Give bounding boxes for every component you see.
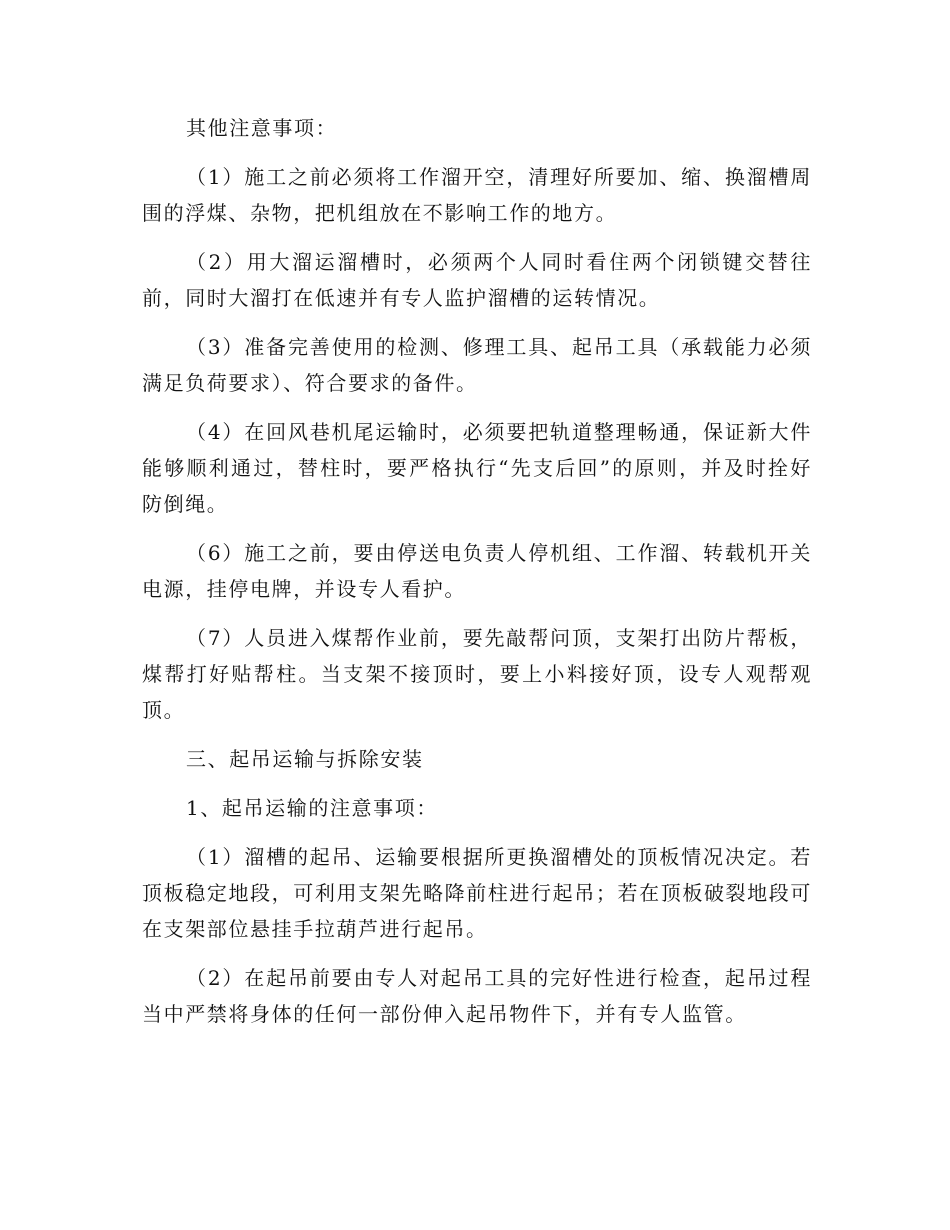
- section-heading-other-notes: 其他注意事项：: [186, 116, 338, 140]
- paragraph-lifting-item-2: （2）在起吊前要由专人对起吊工具的完好性进行检查，起吊过程当中严禁将身体的任何一部份伸入起吊物件下，并有专人监管。: [142, 966, 812, 1026]
- paragraph-item-2: （2）用大溜运溜槽时，必须两个人同时看住两个闭锁键交替往前，同时大溜打在低速并有专人监护溜槽的运转情况。: [142, 250, 812, 310]
- paragraph-item-1: （1）施工之前必须将工作溜开空，清理好所要加、缩、换溜槽周围的浮煤、杂物，把机组放在不影响工作的地方。: [142, 165, 812, 225]
- section-heading-lifting-transport: 三、起吊运输与拆除安装: [186, 747, 424, 771]
- document-body: [142, 110, 812, 1045]
- paragraph-lifting-item-1: （1）溜槽的起吊、运输要根据所更换溜槽处的顶板情况决定。若顶板稳定地段，可利用支架先略降前柱进行起吊；若在顶板破裂地段可在支架部位悬挂手拉葫芦进行起吊。: [142, 845, 812, 941]
- paragraph-item-7: （7）人员进入煤帮作业前，要先敲帮问顶，支架打出防片帮板，煤帮打好贴帮柱。当支架不接顶时，要上小料接好顶，设专人观帮观顶。: [142, 626, 812, 722]
- subsection-heading-lifting-notes: 1、起吊运输的注意事项：: [186, 796, 438, 820]
- paragraph-item-3: （3）准备完善使用的检测、修理工具、起吊工具（承载能力必须满足负荷要求）、符合要求的备件。: [142, 335, 812, 395]
- paragraph-item-6: （6）施工之前，要由停送电负责人停机组、工作溜、转载机开关电源，挂停电牌，并设专人看护。: [142, 541, 812, 601]
- paragraph-item-4: （4）在回风巷机尾运输时，必须要把轨道整理畅通，保证新大件能够顺利通过，替柱时，要严格执行“先支后回”的原则，并及时拴好防倒绳。: [142, 420, 812, 516]
